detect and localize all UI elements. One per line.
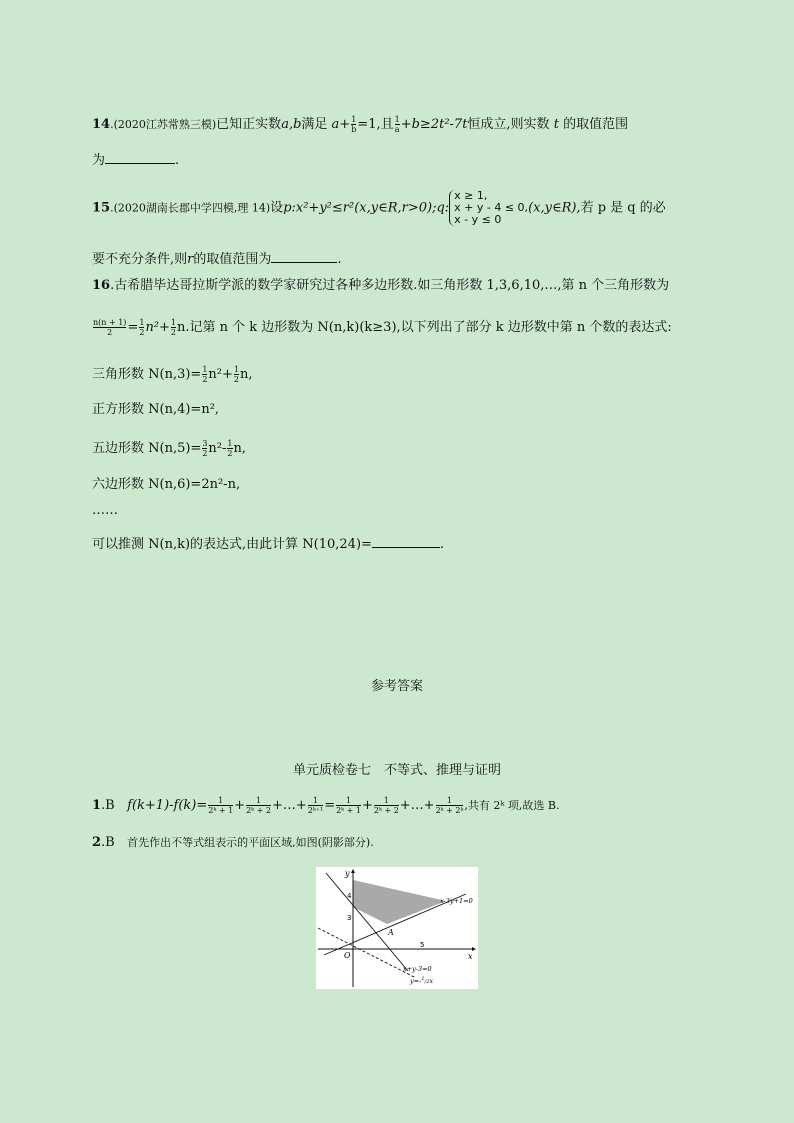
q14-text-4: 恒成立,则实数: [467, 117, 550, 132]
q15-line2-mid: 的取值范围为: [193, 252, 272, 267]
q16-frac-half-1: $\frac{1}{2}$: [139, 318, 145, 337]
answer-1: 1.B f(k+1)-f(k)= $\frac{1}{\text{2ᵏ + 1}}$ + $\frac{1}{\text{2ᵏ + 2}}$ +…+ $\frac{1}{\text{2ᵏ⁺¹}}$ = $\frac{1}{\text{2ᵏ + 1}}$ + $\frac{1}{\text{2ᵏ + 2}}$ +…+ $\frac{1}{\text{2ᵏ + 2ᵏ}}$ ,共有 2ᵏ 项,故选 B.: [92, 796, 560, 815]
tick-y-4: 4: [347, 892, 352, 900]
q16-pentagonal: 五边形数 N(n,5)= $\frac{3}{2}$ n²- $\frac{1}{2}$ n,: [92, 439, 247, 458]
q16-frac-triangle: $\frac{n(n + 1)}{2}$: [93, 318, 127, 337]
q14-text-1: 已知正实数: [216, 117, 282, 132]
answers-title: 参考答案: [370, 679, 423, 694]
y-axis-arrow: [351, 869, 355, 873]
label-line2: x+y-3=0: [403, 965, 432, 973]
line-y-half-x: [318, 928, 416, 978]
q16-hexagonal: 六边形数 N(n,6)=2n²-n,: [92, 477, 241, 492]
q15-source: .(2020湖南长郡中学四模,理 14): [110, 201, 271, 215]
label-line3: y=-$^1_/$2x: [410, 976, 434, 985]
q15-system: x ≥ 1, x + y - 4 ≤ 0, x - y ≤ 0: [449, 190, 528, 226]
q15-line2-prefix: 要不充分条件,则: [92, 252, 188, 267]
answer-2: 2.B 首先作出不等式组表示的平面区域,如图(阴影部分).: [92, 835, 374, 850]
tick-x-5: 5: [420, 941, 425, 949]
q16-intro: .古希腊毕达哥拉斯学派的数学家研究过各种多边形数.如三角形数 1,3,6,10,…,第 n 个三角形数为: [110, 278, 670, 293]
q14-text-a-plus: a+: [331, 117, 351, 132]
q16-definition: n.记第 n 个 k 边形数为 N(n,k)(k≥3),以下列出了部分 k 边形数中第 n 个数的表达式:: [177, 320, 672, 335]
tick-y-3: 3: [347, 914, 352, 922]
q16-ellipsis: ……: [92, 503, 118, 518]
y-axis-label: y: [345, 869, 350, 878]
q14-frac-2: $\frac{1}{a}$: [394, 115, 400, 134]
q14-vars-ab: a,b: [281, 117, 302, 132]
q15-condition-p: p:x²+y²≤r²(x,y∈R,r>0);q:: [283, 200, 450, 216]
x-axis-arrow: [472, 947, 476, 951]
region-graph: [316, 867, 478, 989]
q15-text-1: 设: [270, 200, 284, 216]
q14-text-2: 满足: [301, 117, 332, 132]
q16-square: 正方形数 N(n,4)=n²,: [92, 402, 220, 417]
q16-n-squared: n²+: [145, 320, 170, 335]
origin-label: O: [344, 951, 351, 960]
q15-line1: [92, 190, 666, 227]
label-line1: x-3y+1=0: [440, 897, 473, 905]
point-a-label: A: [388, 928, 394, 937]
q16-line1: [92, 278, 669, 294]
q16-triangular: 三角形数 N(n,3)= $\frac{1}{2}$ n²+ $\frac{1}{2}$ n,: [92, 365, 253, 384]
q16-line2: [92, 318, 672, 337]
q14-answer-blank[interactable]: [105, 151, 175, 164]
q14-number: 14: [92, 117, 111, 132]
unit-title: 单元质检卷七 不等式、推理与证明: [292, 763, 501, 778]
q15-var-r: r: [187, 252, 194, 267]
q16-final: 可以推测 N(n,k)的表达式,由此计算 N(10,24)= .: [92, 537, 445, 552]
q16-answer-blank[interactable]: [372, 535, 440, 548]
q16-number: 16: [92, 278, 111, 293]
q14-var-t: t: [553, 117, 559, 132]
q14-source: .(2020江苏常熟三模): [110, 118, 217, 131]
q15-line2-suffix: .: [337, 252, 342, 267]
q15-domain: (x,y∈R),: [528, 200, 581, 216]
q14-line1: [92, 115, 628, 134]
q15-number: 15: [92, 200, 111, 216]
q14-text-5: 的取值范围: [563, 117, 629, 132]
q16-eq: =: [127, 320, 139, 335]
q14-inequality: +b≥2t²-7t: [400, 117, 468, 132]
q14-line2: [92, 151, 179, 169]
feasible-region-figure: [316, 867, 478, 989]
q14-line2-prefix: 为: [92, 153, 106, 168]
x-axis-label: x: [468, 952, 473, 961]
q14-line2-suffix: .: [175, 153, 180, 168]
q15-text-2: 若 p 是 q 的必: [580, 200, 666, 216]
q16-frac-half-2: $\frac{1}{2}$: [170, 318, 177, 337]
shaded-region: [353, 880, 446, 924]
q15-answer-blank[interactable]: [271, 250, 337, 263]
q14-frac-1: $\frac{1}{b}$: [351, 115, 357, 134]
q14-text-3: =1,且: [357, 117, 394, 132]
q15-line2: [92, 250, 342, 268]
